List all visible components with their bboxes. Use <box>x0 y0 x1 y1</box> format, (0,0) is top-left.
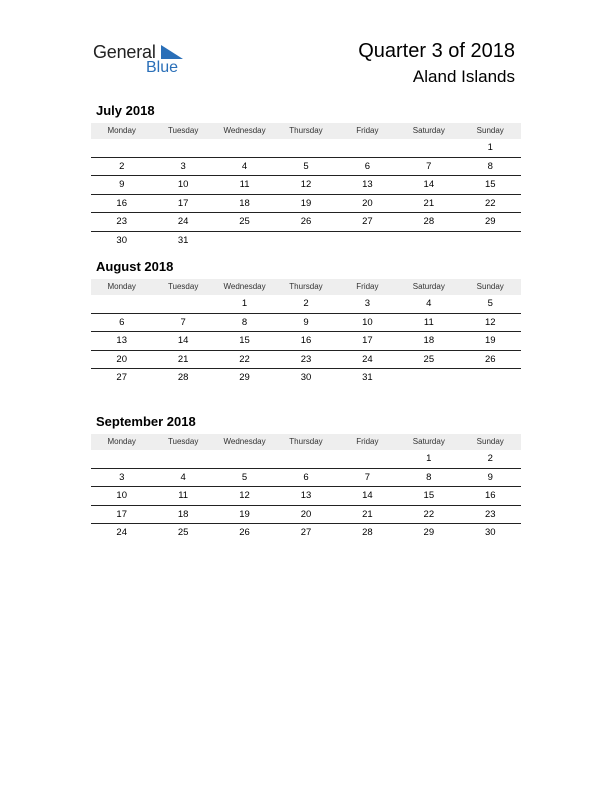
day-cell: 1 <box>241 298 248 309</box>
day-cell: 12 <box>484 316 496 328</box>
day-cell: 29 <box>239 372 250 383</box>
weeks <box>91 450 521 542</box>
day-cell: 3 <box>364 298 371 309</box>
day-cell: 9 <box>303 316 309 328</box>
day-cell <box>275 450 336 468</box>
weekday-label: Saturday <box>412 126 445 135</box>
weekday-label: Friday <box>356 126 379 135</box>
day-cell: 4 <box>426 298 432 309</box>
day-cell <box>398 232 459 250</box>
day-cell: 12 <box>239 490 250 501</box>
day-cell <box>152 450 213 468</box>
day-cell: 30 <box>116 234 127 246</box>
week-row <box>91 232 521 250</box>
day-cell: 13 <box>116 335 127 346</box>
day-cell <box>337 450 398 468</box>
day-cell <box>214 232 275 250</box>
day-cell: 21 <box>362 508 373 520</box>
day-cell <box>91 139 152 157</box>
day-cell: 21 <box>423 197 435 209</box>
day-cell: 7 <box>426 160 432 172</box>
week-row <box>91 295 521 314</box>
day-cell: 31 <box>362 372 373 383</box>
week-row <box>91 351 521 370</box>
day-cell: 25 <box>423 353 435 365</box>
day-cell: 17 <box>362 335 373 346</box>
day-cell: 16 <box>484 490 496 501</box>
day-cell: 19 <box>484 335 496 346</box>
day-cell: 5 <box>241 471 248 483</box>
day-cell <box>460 369 521 387</box>
day-cell: 4 <box>241 160 248 172</box>
weekday-label: Thursday <box>289 126 323 135</box>
day-cell: 1 <box>426 453 432 464</box>
week-row <box>91 158 521 177</box>
weekday-label: Sunday <box>476 126 504 135</box>
day-cell: 23 <box>484 508 496 520</box>
day-cell: 18 <box>177 508 189 520</box>
weekday-label: Thursday <box>289 282 323 291</box>
day-cell: 5 <box>303 160 309 172</box>
logo-blue-text: Blue <box>146 59 179 76</box>
weeks <box>91 139 521 249</box>
day-cell: 6 <box>364 160 371 172</box>
day-cell: 26 <box>239 527 250 538</box>
week-row <box>91 506 521 525</box>
day-cell <box>214 450 275 468</box>
day-cell: 11 <box>239 179 250 190</box>
weekday-label: Saturday <box>412 282 445 291</box>
day-cell <box>91 295 152 313</box>
day-cell: 11 <box>423 316 434 328</box>
month-september <box>91 413 521 542</box>
day-cell: 18 <box>423 335 435 346</box>
day-cell: 13 <box>300 490 312 501</box>
day-cell: 2 <box>303 298 309 309</box>
day-cell: 27 <box>116 372 127 383</box>
week-row <box>91 139 521 158</box>
day-cell: 7 <box>180 316 186 328</box>
week-row <box>91 469 521 488</box>
day-cell: 6 <box>303 471 309 483</box>
day-cell: 5 <box>487 298 493 309</box>
day-cell: 8 <box>426 471 432 483</box>
day-cell: 3 <box>119 471 125 483</box>
week-row <box>91 524 521 542</box>
day-cell <box>152 295 213 313</box>
day-cell: 20 <box>300 508 312 520</box>
day-cell <box>398 139 459 157</box>
day-cell: 17 <box>177 197 189 209</box>
day-cell: 4 <box>180 471 186 483</box>
day-cell: 10 <box>362 316 373 328</box>
weekday-label: Wednesday <box>223 282 266 291</box>
day-cell: 12 <box>300 179 312 190</box>
day-cell: 21 <box>177 353 189 365</box>
day-cell: 7 <box>364 471 371 483</box>
day-cell <box>275 139 336 157</box>
day-cell: 28 <box>177 372 189 383</box>
day-cell: 29 <box>484 216 496 227</box>
day-cell: 22 <box>484 197 496 209</box>
weekday-label: Saturday <box>412 437 445 446</box>
day-cell: 9 <box>487 471 493 483</box>
weekday-label: Friday <box>356 437 379 446</box>
day-cell: 10 <box>116 490 127 501</box>
day-cell: 30 <box>300 372 312 383</box>
day-cell <box>152 139 213 157</box>
week-row <box>91 213 521 232</box>
day-cell: 14 <box>362 490 373 501</box>
weekday-label: Friday <box>356 282 379 291</box>
day-cell: 10 <box>177 179 189 190</box>
day-cell: 8 <box>487 160 493 172</box>
day-cell: 13 <box>362 179 373 190</box>
weekday-label: Thursday <box>289 437 323 446</box>
day-cell: 27 <box>300 527 312 538</box>
day-cell: 15 <box>423 490 435 501</box>
day-cell: 23 <box>116 216 127 227</box>
week-row <box>91 176 521 195</box>
week-row <box>91 487 521 506</box>
day-cell: 2 <box>119 160 125 172</box>
day-cell: 24 <box>116 527 127 538</box>
page-title: Quarter 3 of 2018 <box>358 40 515 62</box>
week-row <box>91 195 521 214</box>
day-cell: 8 <box>241 316 248 328</box>
month-august <box>91 258 521 387</box>
weekday-label: Wednesday <box>223 126 266 135</box>
day-cell: 24 <box>362 353 373 365</box>
day-cell <box>337 139 398 157</box>
day-cell <box>337 232 398 250</box>
logo <box>93 42 188 78</box>
day-cell: 31 <box>177 234 189 246</box>
day-cell: 3 <box>180 160 186 172</box>
weekday-label: Sunday <box>476 437 504 446</box>
weeks <box>91 295 521 387</box>
day-cell: 20 <box>362 197 373 209</box>
day-cell: 25 <box>239 216 250 227</box>
day-cell: 15 <box>484 179 496 190</box>
day-cell: 28 <box>423 216 435 227</box>
day-cell: 30 <box>484 527 496 538</box>
day-cell: 24 <box>177 216 189 227</box>
country-name: Aland Islands <box>412 67 515 86</box>
week-row <box>91 332 521 351</box>
week-row <box>91 369 521 387</box>
month-july <box>91 102 521 249</box>
day-cell: 18 <box>239 197 250 209</box>
day-cell <box>91 450 152 468</box>
weekday-header <box>91 434 521 450</box>
weekday-label: Tuesday <box>167 437 199 446</box>
day-cell: 2 <box>487 453 493 464</box>
day-cell: 26 <box>484 353 496 365</box>
day-cell <box>275 232 336 250</box>
day-cell: 29 <box>423 527 435 538</box>
day-cell <box>398 369 459 387</box>
day-cell: 20 <box>116 353 127 365</box>
logo-general-text: General <box>93 42 156 62</box>
day-cell: 14 <box>177 335 189 346</box>
day-cell: 11 <box>178 490 189 501</box>
weekday-label: Sunday <box>476 282 504 291</box>
day-cell: 6 <box>119 316 125 328</box>
day-cell: 14 <box>423 179 435 190</box>
weekday-label: Monday <box>107 126 136 135</box>
day-cell: 22 <box>239 353 250 365</box>
weekday-header <box>91 123 521 139</box>
day-cell: 9 <box>119 179 125 190</box>
week-row <box>91 450 521 469</box>
weekday-label: Tuesday <box>167 282 199 291</box>
day-cell <box>460 232 521 250</box>
weekday-label: Monday <box>107 437 136 446</box>
day-cell: 27 <box>362 216 373 227</box>
month-title: July 2018 <box>96 103 155 118</box>
day-cell: 19 <box>239 508 250 520</box>
day-cell: 28 <box>362 527 373 538</box>
day-cell: 22 <box>423 508 435 520</box>
day-cell: 19 <box>300 197 312 209</box>
day-cell: 23 <box>300 353 312 365</box>
weekday-label: Tuesday <box>167 126 199 135</box>
day-cell: 16 <box>300 335 312 346</box>
weekday-header <box>91 279 521 295</box>
weekday-label: Monday <box>107 282 136 291</box>
day-cell <box>214 139 275 157</box>
weekday-label: Wednesday <box>223 437 266 446</box>
month-title: August 2018 <box>96 259 174 274</box>
day-cell: 25 <box>177 527 189 538</box>
month-title: September 2018 <box>96 414 196 429</box>
day-cell: 17 <box>116 508 127 520</box>
day-cell: 26 <box>300 216 312 227</box>
day-cell: 15 <box>239 335 250 346</box>
day-cell: 16 <box>116 197 127 209</box>
day-cell: 1 <box>487 142 493 153</box>
week-row <box>91 314 521 333</box>
